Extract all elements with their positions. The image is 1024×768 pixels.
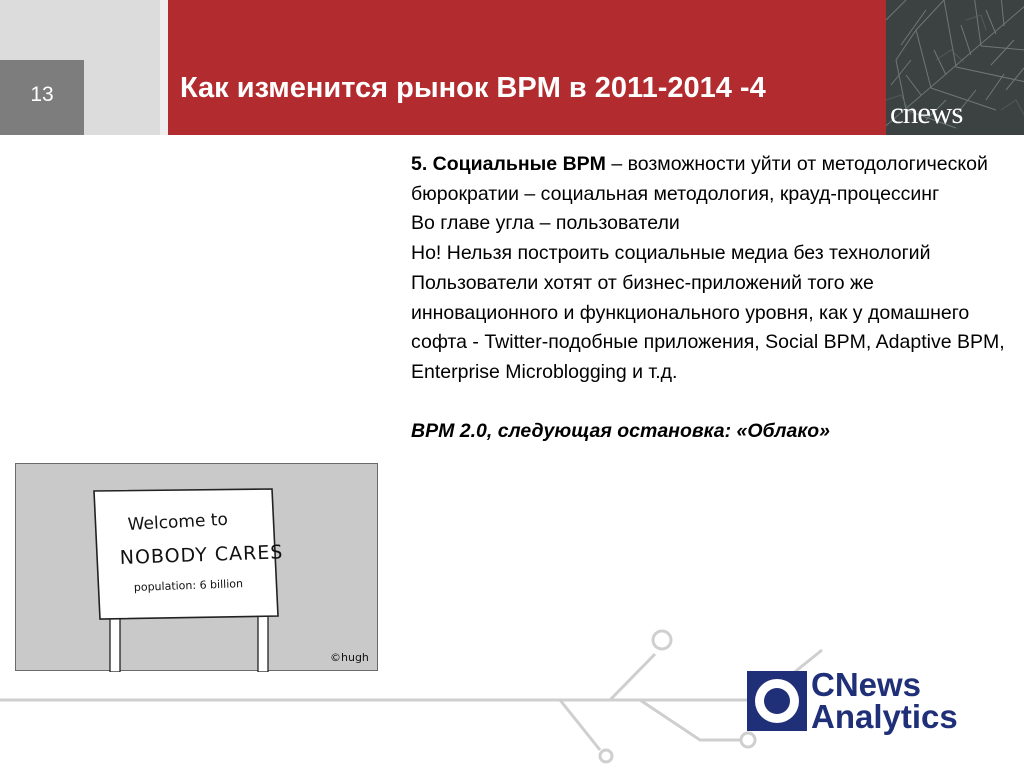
logo-text-cnews: CNews — [811, 666, 922, 703]
heading-rest: – возможности уйти от методологической бюрократии – социальная методология, крауд-процессинг — [411, 153, 988, 205]
cartoon-line-2: NOBODY CARES — [119, 541, 284, 569]
spacer — [411, 388, 1017, 418]
slide-title: Как изменится рынок BPM в 2011-2014 -4 — [180, 72, 766, 104]
header-red-banner — [168, 0, 886, 135]
cnews-analytics-logo — [747, 668, 987, 738]
slide-number: 13 — [0, 60, 84, 135]
closing-statement: BPM 2.0, следующая остановка: «Облако» — [411, 420, 830, 443]
cartoon-signature: ©hugh — [330, 651, 369, 664]
header-divider — [160, 0, 168, 135]
logo-text-analytics: Analytics — [811, 698, 958, 735]
slide-body — [411, 150, 1017, 447]
paragraph-technology: Но! Нельзя построить социальные медиа без технологий — [411, 242, 931, 265]
paragraph-social-bpm — [411, 150, 1017, 209]
paragraph-apps: Пользователи хотят от бизнес-приложений того же инновационного и функционального уровня, как у домашнего софта - Twitter-подобные приложения, Social BPM, Adaptive BPM, Enterprise Microblogging и т.д. — [411, 271, 1005, 383]
header-cnews-logo: cnews — [890, 95, 963, 130]
cartoon-line-1: Welcome to — [127, 509, 229, 535]
cartoon-line-3: population: 6 billion — [133, 577, 244, 594]
heading-bold: 5. Социальные BPM — [411, 153, 606, 175]
paragraph-users: Во главе угла – пользователи — [411, 212, 680, 235]
logo-mark-icon — [747, 671, 807, 731]
